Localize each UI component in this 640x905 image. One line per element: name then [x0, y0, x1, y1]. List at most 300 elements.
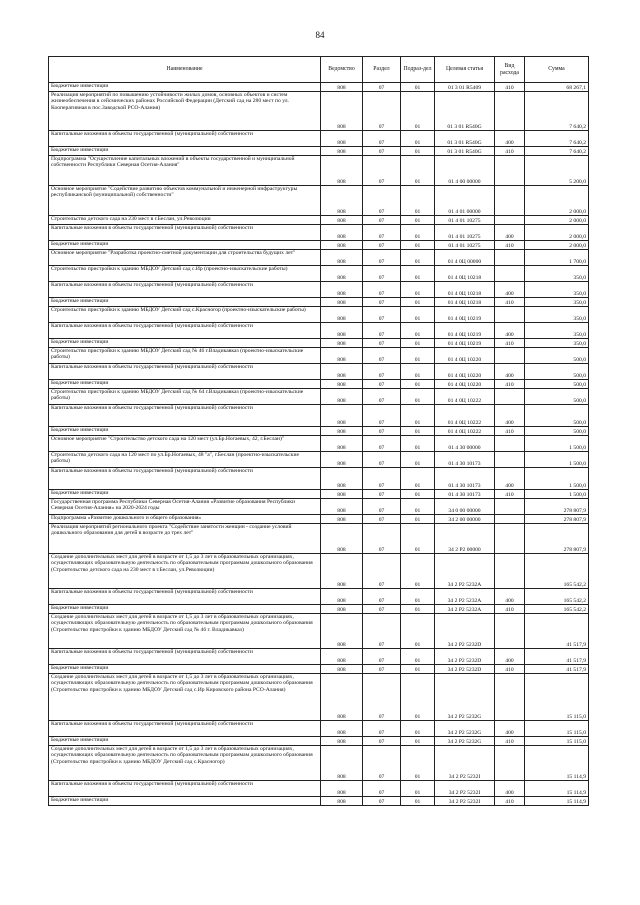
- row-amount: 165 542,2: [525, 605, 589, 614]
- row-expense-type: 400: [495, 131, 525, 147]
- row-subsection: 01: [401, 147, 435, 156]
- row-subsection: 01: [401, 266, 435, 282]
- row-amount: 1 700,0: [525, 250, 589, 266]
- row-department: 808: [321, 605, 363, 614]
- header-department: Ведомство: [321, 57, 363, 83]
- row-department: 808: [321, 665, 363, 674]
- row-subsection: 01: [401, 364, 435, 380]
- budget-table: [48, 56, 589, 806]
- row-department: 808: [321, 436, 363, 452]
- row-name: Бюджетные инвестиции: [49, 737, 321, 746]
- row-department: 808: [321, 156, 363, 186]
- row-expense-type: [495, 674, 525, 721]
- table-row: [49, 515, 589, 524]
- table-row: [49, 605, 589, 614]
- row-subsection: 01: [401, 307, 435, 323]
- row-amount: 7 640,2: [525, 147, 589, 156]
- row-amount: 15 114,9: [525, 797, 589, 806]
- row-section: 07: [363, 323, 401, 339]
- row-name: Строительство пристройки к зданию МБДОУ Детский сад с.Ир (проектно-изыскательские работы): [49, 266, 321, 282]
- row-name: Капитальные вложения в объекты государственной (муниципальной) собственности: [49, 781, 321, 797]
- row-name: Бюджетные инвестиции: [49, 339, 321, 348]
- row-name: Подпрограмма «Развитие дошкольного и общего образования»: [49, 515, 321, 524]
- row-subsection: 01: [401, 339, 435, 348]
- row-expense-type: [495, 554, 525, 589]
- row-subsection: 01: [401, 156, 435, 186]
- row-department: 808: [321, 389, 363, 405]
- row-amount: 350,0: [525, 282, 589, 298]
- row-target-item: 01 4 0Ц 10218: [435, 266, 495, 282]
- row-department: 808: [321, 589, 363, 605]
- row-name: Капитальные вложения в объекты государственной (муниципальной) собственности: [49, 468, 321, 490]
- row-section: 07: [363, 614, 401, 649]
- row-department: 808: [321, 490, 363, 499]
- row-department: 808: [321, 427, 363, 436]
- row-amount: 68 267,1: [525, 83, 589, 92]
- row-target-item: 34 2 P2 5232G: [435, 721, 495, 737]
- row-target-item: 01 4 0Ц 10219: [435, 323, 495, 339]
- row-amount: 500,0: [525, 427, 589, 436]
- row-name: Бюджетные инвестиции: [49, 427, 321, 436]
- row-target-item: 34 2 P2 5232I: [435, 746, 495, 781]
- row-amount: 278 807,9: [525, 515, 589, 524]
- row-subsection: 01: [401, 490, 435, 499]
- row-amount: 15 114,9: [525, 746, 589, 781]
- row-section: 07: [363, 737, 401, 746]
- row-amount: 350,0: [525, 307, 589, 323]
- row-target-item: 01 4 0Ц 10218: [435, 298, 495, 307]
- row-subsection: 01: [401, 468, 435, 490]
- row-name: Основное мероприятие "Содействие развитию объектов коммунальной и инженерной инфраструктуры республиканской (муниципальной) собственности": [49, 186, 321, 216]
- table-row: [49, 348, 589, 364]
- row-section: 07: [363, 380, 401, 389]
- row-expense-type: [495, 92, 525, 131]
- row-name: Капитальные вложения в объекты государственной (муниципальной) собственности: [49, 282, 321, 298]
- row-section: 07: [363, 348, 401, 364]
- row-department: 808: [321, 781, 363, 797]
- row-department: 808: [321, 216, 363, 225]
- row-expense-type: [495, 156, 525, 186]
- row-section: 07: [363, 721, 401, 737]
- table-row: [49, 452, 589, 468]
- row-subsection: 01: [401, 436, 435, 452]
- row-name: Бюджетные инвестиции: [49, 83, 321, 92]
- row-target-item: 34 2 P2 5232A: [435, 605, 495, 614]
- row-target-item: 01 4 0Ц 10220: [435, 364, 495, 380]
- row-expense-type: [495, 348, 525, 364]
- row-amount: 278 807,9: [525, 499, 589, 515]
- table-row: [49, 468, 589, 490]
- table-row: [49, 282, 589, 298]
- table-row: [49, 436, 589, 452]
- row-department: 808: [321, 186, 363, 216]
- table-row: [49, 147, 589, 156]
- row-expense-type: 400: [495, 405, 525, 427]
- row-name: Бюджетные инвестиции: [49, 380, 321, 389]
- row-subsection: 01: [401, 298, 435, 307]
- row-section: 07: [363, 427, 401, 436]
- row-amount: 1 500,0: [525, 452, 589, 468]
- row-target-item: 01 4 0Ц 10219: [435, 339, 495, 348]
- row-expense-type: 410: [495, 147, 525, 156]
- row-target-item: 01 4 0Ц 10222: [435, 389, 495, 405]
- row-expense-type: 410: [495, 380, 525, 389]
- row-subsection: 01: [401, 649, 435, 665]
- row-subsection: 01: [401, 186, 435, 216]
- row-target-item: 01 4 30 10173: [435, 490, 495, 499]
- row-expense-type: 410: [495, 665, 525, 674]
- header-name: Наименование: [49, 57, 321, 83]
- table-row: [49, 186, 589, 216]
- row-name: Создание дополнительных мест для детей в возрасте от 1,5 до 3 лет в образовательных организациях, осуществляющих образовательную деятельность по образовательным программам дошкольного образования (Строительство пристройки к зданию МБДОУ Детский сад с.Ир Кировского района РСО-Алания): [49, 674, 321, 721]
- row-name: Создание дополнительных мест для детей в возрасте от 1,5 до 3 лет в образовательных организациях, осуществляющих образовательную деятельность по образовательным программам дошкольного образования (Строительство пристройки к зданию МБДОУ Детский сад № 46 г. Владикавказ): [49, 614, 321, 649]
- table-row: [49, 665, 589, 674]
- row-target-item: 01 4 0Ц 00000: [435, 250, 495, 266]
- row-subsection: 01: [401, 746, 435, 781]
- row-amount: 278 807,9: [525, 524, 589, 554]
- row-subsection: 01: [401, 348, 435, 364]
- row-target-item: 01 4 01 10275: [435, 225, 495, 241]
- row-target-item: 01 4 0Ц 10220: [435, 380, 495, 389]
- row-name: Капитальные вложения в объекты государственной (муниципальной) собственности: [49, 649, 321, 665]
- row-expense-type: [495, 452, 525, 468]
- row-subsection: 01: [401, 589, 435, 605]
- row-expense-type: [495, 266, 525, 282]
- row-subsection: 01: [401, 797, 435, 806]
- row-target-item: 34 2 P2 00000: [435, 524, 495, 554]
- row-target-item: 01 4 01 10275: [435, 216, 495, 225]
- table-row: [49, 216, 589, 225]
- row-section: 07: [363, 452, 401, 468]
- row-name: Бюджетные инвестиции: [49, 605, 321, 614]
- table-row: [49, 405, 589, 427]
- row-target-item: 01 3 01 R540G: [435, 92, 495, 131]
- row-amount: 41 517,9: [525, 614, 589, 649]
- row-amount: 15 114,9: [525, 781, 589, 797]
- row-expense-type: 410: [495, 490, 525, 499]
- row-section: 07: [363, 665, 401, 674]
- row-department: 808: [321, 380, 363, 389]
- row-amount: 2 000,0: [525, 216, 589, 225]
- row-department: 808: [321, 554, 363, 589]
- row-expense-type: 400: [495, 282, 525, 298]
- row-target-item: 34 2 P2 5232I: [435, 781, 495, 797]
- row-expense-type: 410: [495, 605, 525, 614]
- row-name: Капитальные вложения в объекты государственной (муниципальной) собственности: [49, 589, 321, 605]
- row-name: Бюджетные инвестиции: [49, 665, 321, 674]
- row-subsection: 01: [401, 131, 435, 147]
- row-expense-type: [495, 216, 525, 225]
- row-name: Бюджетные инвестиции: [49, 490, 321, 499]
- row-amount: 7 640,2: [525, 92, 589, 131]
- row-section: 07: [363, 225, 401, 241]
- row-department: 808: [321, 241, 363, 250]
- row-name: Капитальные вложения в объекты государственной (муниципальной) собственности: [49, 225, 321, 241]
- row-subsection: 01: [401, 452, 435, 468]
- row-section: 07: [363, 746, 401, 781]
- row-subsection: 01: [401, 282, 435, 298]
- row-name: Строительство пристройки к зданию МБДОУ Детский сад с.Красногор (проектно-изыскательские работы): [49, 307, 321, 323]
- row-subsection: 01: [401, 605, 435, 614]
- row-department: 808: [321, 746, 363, 781]
- row-department: 808: [321, 307, 363, 323]
- row-amount: 350,0: [525, 323, 589, 339]
- row-subsection: 01: [401, 389, 435, 405]
- row-subsection: 01: [401, 614, 435, 649]
- row-amount: 2 000,0: [525, 241, 589, 250]
- row-department: 808: [321, 524, 363, 554]
- row-section: 07: [363, 282, 401, 298]
- row-amount: 41 517,9: [525, 649, 589, 665]
- row-expense-type: 410: [495, 797, 525, 806]
- table-row: [49, 298, 589, 307]
- row-department: 808: [321, 515, 363, 524]
- row-expense-type: [495, 389, 525, 405]
- row-subsection: 01: [401, 674, 435, 721]
- row-target-item: 34 2 P2 5232I: [435, 797, 495, 806]
- row-section: 07: [363, 490, 401, 499]
- row-section: 07: [363, 241, 401, 250]
- row-amount: 7 640,2: [525, 131, 589, 147]
- row-subsection: 01: [401, 721, 435, 737]
- row-amount: 1 500,0: [525, 468, 589, 490]
- row-amount: 165 542,2: [525, 589, 589, 605]
- row-department: 808: [321, 499, 363, 515]
- row-subsection: 01: [401, 380, 435, 389]
- table-row: [49, 83, 589, 92]
- row-department: 808: [321, 92, 363, 131]
- row-subsection: 01: [401, 665, 435, 674]
- row-name: Реализация мероприятий регионального проекта "Содействие занятости женщин - создание условий дошкольного образования для детей в возрасте до трех лет": [49, 524, 321, 554]
- table-row: [49, 323, 589, 339]
- row-target-item: 34 2 P2 5232A: [435, 589, 495, 605]
- table-row: [49, 364, 589, 380]
- row-target-item: 34 2 P2 5232G: [435, 674, 495, 721]
- row-target-item: 01 4 0Ц 10218: [435, 282, 495, 298]
- row-department: 808: [321, 298, 363, 307]
- row-target-item: 34 2 P2 5232G: [435, 737, 495, 746]
- row-department: 808: [321, 364, 363, 380]
- row-department: 808: [321, 225, 363, 241]
- row-department: 808: [321, 282, 363, 298]
- row-expense-type: [495, 250, 525, 266]
- row-name: Бюджетные инвестиции: [49, 147, 321, 156]
- row-department: 808: [321, 348, 363, 364]
- row-subsection: 01: [401, 216, 435, 225]
- row-section: 07: [363, 468, 401, 490]
- row-target-item: 01 3 01 R540G: [435, 131, 495, 147]
- row-target-item: 01 4 30 00000: [435, 436, 495, 452]
- row-name: Строительство детского сада на 230 мест в г.Беслан, ул.Революции: [49, 216, 321, 225]
- row-name: Капитальные вложения в объекты государственной (муниципальной) собственности: [49, 405, 321, 427]
- row-name: Капитальные вложения в объекты государственной (муниципальной) собственности: [49, 364, 321, 380]
- row-amount: 1 500,0: [525, 436, 589, 452]
- row-expense-type: [495, 524, 525, 554]
- row-expense-type: 410: [495, 737, 525, 746]
- row-department: 808: [321, 131, 363, 147]
- row-expense-type: [495, 436, 525, 452]
- table-row: [49, 614, 589, 649]
- row-department: 808: [321, 266, 363, 282]
- row-target-item: 34 2 P2 5232D: [435, 614, 495, 649]
- row-target-item: 01 4 30 10173: [435, 452, 495, 468]
- row-expense-type: 410: [495, 83, 525, 92]
- row-amount: 500,0: [525, 380, 589, 389]
- row-subsection: 01: [401, 225, 435, 241]
- row-section: 07: [363, 131, 401, 147]
- table-row: [49, 499, 589, 515]
- row-expense-type: [495, 307, 525, 323]
- row-section: 07: [363, 797, 401, 806]
- row-amount: 2 000,0: [525, 225, 589, 241]
- row-section: 07: [363, 186, 401, 216]
- header-target-item: Целевая статья: [435, 57, 495, 83]
- page-number: 84: [315, 30, 325, 40]
- table-row: [49, 389, 589, 405]
- table-header-row: [49, 57, 589, 83]
- row-amount: 500,0: [525, 348, 589, 364]
- row-target-item: 01 4 01 00000: [435, 186, 495, 216]
- row-expense-type: 400: [495, 468, 525, 490]
- row-amount: 350,0: [525, 298, 589, 307]
- row-amount: 15 115,0: [525, 737, 589, 746]
- row-section: 07: [363, 674, 401, 721]
- row-expense-type: 400: [495, 721, 525, 737]
- row-subsection: 01: [401, 405, 435, 427]
- row-target-item: 01 4 0Ц 10219: [435, 307, 495, 323]
- row-amount: 350,0: [525, 339, 589, 348]
- table-row: [49, 554, 589, 589]
- table-row: [49, 737, 589, 746]
- header-amount: Сумма: [525, 57, 589, 83]
- row-section: 07: [363, 589, 401, 605]
- row-section: 07: [363, 605, 401, 614]
- table-row: [49, 250, 589, 266]
- row-expense-type: 410: [495, 241, 525, 250]
- table-row: [49, 649, 589, 665]
- row-target-item: 01 4 0Ц 10220: [435, 348, 495, 364]
- table-row: [49, 781, 589, 797]
- row-target-item: 01 4 0Ц 10222: [435, 405, 495, 427]
- row-name: Создание дополнительных мест для детей в возрасте от 1,5 до 3 лет в образовательных организациях, осуществляющих образовательную деятельность по образовательным программам дошкольного образования (Строительство детского сада на 230 мест в г.Беслан, ул.Революции): [49, 554, 321, 589]
- row-department: 808: [321, 83, 363, 92]
- row-section: 07: [363, 554, 401, 589]
- table-row: [49, 589, 589, 605]
- row-name: Капитальные вложения в объекты государственной (муниципальной) собственности: [49, 323, 321, 339]
- row-section: 07: [363, 147, 401, 156]
- row-name: Строительство детского сада на 120 мест по ул.Бр.Ногаевых, 48 "а", г.Беслан (проектно-изыскательские работы): [49, 452, 321, 468]
- row-name: Подпрограмма "Осуществление капитальных вложений в объекты государственной и муниципальной собственности Республики Северная Осетия-Алания": [49, 156, 321, 186]
- row-target-item: 34 2 P2 5232A: [435, 554, 495, 589]
- row-amount: 2 000,0: [525, 186, 589, 216]
- table-row: [49, 427, 589, 436]
- table-row: [49, 380, 589, 389]
- row-amount: 41 517,9: [525, 665, 589, 674]
- row-section: 07: [363, 389, 401, 405]
- row-department: 808: [321, 721, 363, 737]
- table-row: [49, 797, 589, 806]
- row-name: Капитальные вложения в объекты государственной (муниципальной) собственности: [49, 721, 321, 737]
- table-row: [49, 674, 589, 721]
- row-section: 07: [363, 307, 401, 323]
- row-target-item: 34 0 00 00000: [435, 499, 495, 515]
- row-amount: 5 200,0: [525, 156, 589, 186]
- row-name: Строительство пристройки к зданию МБДОУ Детский сад № 64 г.Владикавказ (проектно-изыскательские работы): [49, 389, 321, 405]
- row-section: 07: [363, 649, 401, 665]
- table-row: [49, 241, 589, 250]
- row-section: 07: [363, 364, 401, 380]
- row-department: 808: [321, 339, 363, 348]
- row-department: 808: [321, 614, 363, 649]
- row-target-item: 01 4 30 10173: [435, 468, 495, 490]
- row-expense-type: 410: [495, 339, 525, 348]
- row-expense-type: 400: [495, 589, 525, 605]
- row-department: 808: [321, 250, 363, 266]
- row-amount: 1 500,0: [525, 490, 589, 499]
- row-section: 07: [363, 436, 401, 452]
- row-section: 07: [363, 250, 401, 266]
- row-section: 07: [363, 216, 401, 225]
- row-subsection: 01: [401, 427, 435, 436]
- row-expense-type: 400: [495, 364, 525, 380]
- table-row: [49, 266, 589, 282]
- row-target-item: 34 2 P2 5232D: [435, 649, 495, 665]
- row-subsection: 01: [401, 323, 435, 339]
- row-amount: 15 115,0: [525, 674, 589, 721]
- row-section: 07: [363, 339, 401, 348]
- row-name: Основное мероприятие "Строительство детского сада на 120 мест (ул.Бр.Ногаевых, 42, г.Беслан)": [49, 436, 321, 452]
- row-expense-type: 400: [495, 225, 525, 241]
- row-target-item: 01 3 01 R5409: [435, 83, 495, 92]
- table-row: [49, 156, 589, 186]
- header-subsection: Подраз-дел: [401, 57, 435, 83]
- row-target-item: 34 2 00 00000: [435, 515, 495, 524]
- row-expense-type: [495, 186, 525, 216]
- row-subsection: 01: [401, 554, 435, 589]
- table-row: [49, 225, 589, 241]
- row-expense-type: [495, 614, 525, 649]
- table-row: [49, 307, 589, 323]
- header-expense-type: Вид расхода: [495, 57, 525, 83]
- row-expense-type: 400: [495, 781, 525, 797]
- table-row: [49, 524, 589, 554]
- row-amount: 350,0: [525, 266, 589, 282]
- row-section: 07: [363, 781, 401, 797]
- row-department: 808: [321, 674, 363, 721]
- row-section: 07: [363, 92, 401, 131]
- row-section: 07: [363, 499, 401, 515]
- row-section: 07: [363, 266, 401, 282]
- row-amount: 500,0: [525, 364, 589, 380]
- table-row: [49, 92, 589, 131]
- table-row: [49, 746, 589, 781]
- row-section: 07: [363, 298, 401, 307]
- row-expense-type: 410: [495, 427, 525, 436]
- row-name: Бюджетные инвестиции: [49, 298, 321, 307]
- row-amount: 500,0: [525, 405, 589, 427]
- row-subsection: 01: [401, 499, 435, 515]
- row-expense-type: 400: [495, 649, 525, 665]
- row-target-item: 01 4 00 00000: [435, 156, 495, 186]
- row-section: 07: [363, 524, 401, 554]
- row-subsection: 01: [401, 781, 435, 797]
- row-subsection: 01: [401, 83, 435, 92]
- row-department: 808: [321, 737, 363, 746]
- table-row: [49, 339, 589, 348]
- row-section: 07: [363, 405, 401, 427]
- row-expense-type: [495, 746, 525, 781]
- row-name: Бюджетные инвестиции: [49, 797, 321, 806]
